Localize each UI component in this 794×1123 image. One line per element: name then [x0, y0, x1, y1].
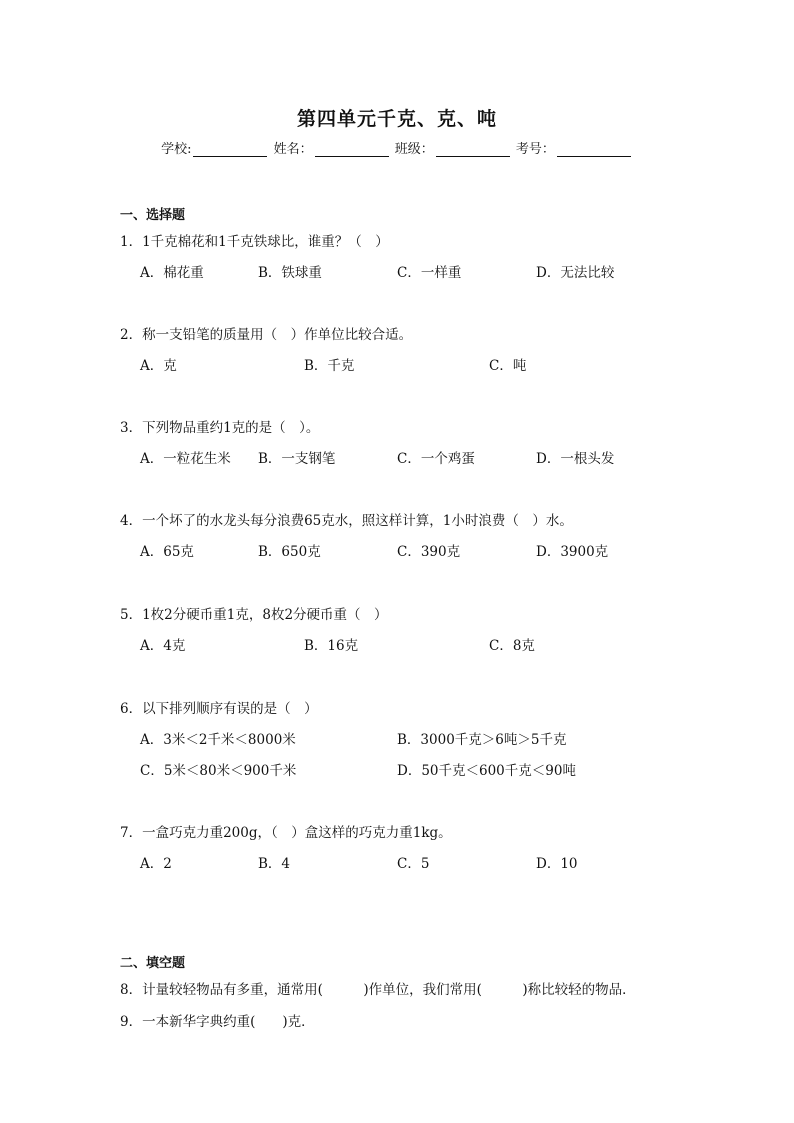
option[interactable]: D．无法比较	[536, 265, 615, 281]
exam-no-label: 考号：	[515, 142, 555, 157]
class-blank[interactable]	[436, 142, 510, 157]
option[interactable]: A．4克	[140, 638, 186, 654]
option[interactable]: C．5	[397, 856, 430, 872]
question-1: 1．1千克棉花和1千克铁球比，谁重？（ ）	[120, 234, 389, 250]
option[interactable]: B．一支钢笔	[258, 451, 336, 467]
question-9: 9．一本新华字典约重( )克．	[120, 1014, 315, 1030]
question-8: 8．计量较轻物品有多重，通常用( )作单位，我们常用( )称比较轻的物品．	[120, 982, 636, 998]
question-3-options	[140, 447, 660, 465]
section-heading-fill: 二、填空题	[120, 956, 186, 971]
question-7: 7．一盒巧克力重200g，（ ）盒这样的巧克力重1kg。	[120, 825, 452, 841]
question-2: 2．称一支铅笔的质量用（ ）作单位比较合适。	[120, 327, 413, 343]
question-6-options-row-1	[140, 728, 660, 746]
name-label: 姓名：	[273, 142, 313, 157]
question-5-options	[140, 634, 660, 652]
option[interactable]: A．一粒花生米	[140, 451, 231, 467]
section-heading-choice: 一、选择题	[120, 208, 186, 223]
option[interactable]: A．克	[140, 358, 177, 374]
question-4: 4．一个坏了的水龙头每分浪费65克水，照这样计算，1小时浪费（ ）水。	[120, 513, 573, 529]
option[interactable]: B．650克	[258, 544, 321, 560]
option[interactable]: A．3米＜2千米＜8000米	[140, 732, 296, 748]
option[interactable]: B．铁球重	[258, 265, 322, 281]
option[interactable]: B．4	[258, 856, 291, 872]
option[interactable]: C．一个鸡蛋	[397, 451, 475, 467]
option[interactable]: B．16克	[304, 638, 359, 654]
option[interactable]: C．8克	[489, 638, 535, 654]
question-5: 5．1枚2分硬币重1克，8枚2分硬币重（ ）	[120, 607, 388, 623]
option[interactable]: C．390克	[397, 544, 461, 560]
school-label: 学校:	[161, 142, 192, 157]
option[interactable]: D．一根头发	[536, 451, 615, 467]
question-3: 3．下列物品重约1克的是（ ）。	[120, 420, 320, 436]
question-4-options	[140, 540, 660, 558]
page-title: 第四单元千克、克、吨	[296, 108, 497, 130]
question-1-options	[140, 261, 660, 279]
option[interactable]: A．棉花重	[140, 265, 204, 281]
option[interactable]: B．千克	[304, 358, 355, 374]
question-6-options-row-2	[140, 759, 660, 777]
option[interactable]: D．10	[536, 856, 578, 872]
option[interactable]: D．50千克＜600千克＜90吨	[397, 763, 576, 779]
option[interactable]: C．5米＜80米＜900千米	[140, 763, 297, 779]
question-2-options	[140, 354, 660, 372]
class-label: 班级：	[394, 142, 434, 157]
name-blank[interactable]	[315, 142, 389, 157]
student-info-line	[0, 138, 794, 157]
question-7-options	[140, 852, 660, 870]
exam-no-blank[interactable]	[557, 142, 631, 157]
option[interactable]: B．3000千克＞6吨＞5千克	[397, 732, 567, 748]
option[interactable]: D．3900克	[536, 544, 609, 560]
question-6: 6．以下排列顺序有误的是（ ）	[120, 701, 318, 717]
school-blank[interactable]	[193, 142, 267, 157]
option[interactable]: C．吨	[489, 358, 527, 374]
option[interactable]: C．一样重	[397, 265, 462, 281]
option[interactable]: A．2	[140, 856, 172, 872]
option[interactable]: A．65克	[140, 544, 194, 560]
